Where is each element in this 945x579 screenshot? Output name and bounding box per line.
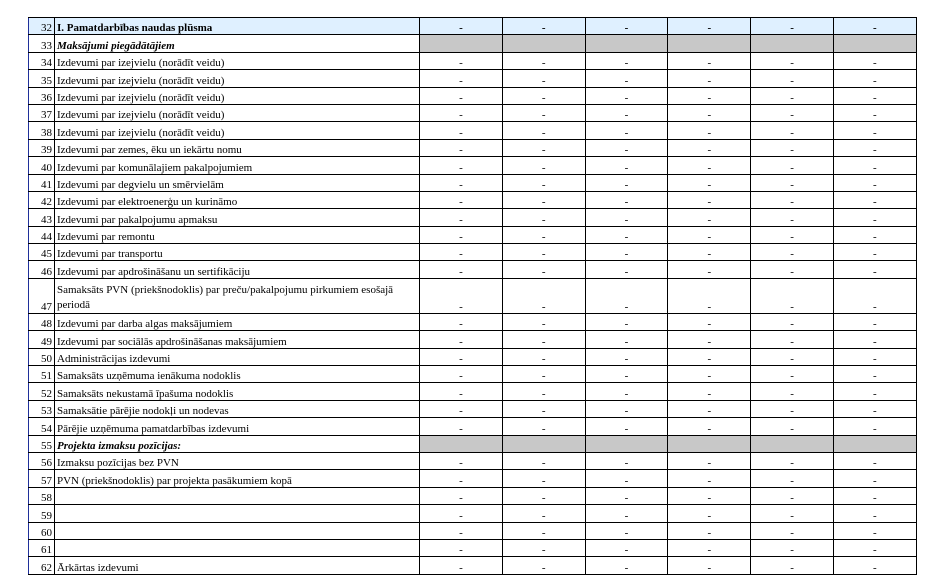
value-cell[interactable]: - [420,87,503,104]
row-number[interactable]: 34 [29,52,55,69]
value-cell[interactable]: - [668,139,751,156]
value-cell[interactable]: - [668,487,751,504]
value-cell[interactable]: - [751,505,834,522]
value-cell[interactable]: - [502,400,585,417]
value-cell[interactable]: - [833,487,916,504]
row-label-cell[interactable]: Izdevumi par izejvielu (norādīt veidu) [55,104,420,121]
value-cell[interactable]: - [585,139,668,156]
value-cell[interactable]: - [751,52,834,69]
value-cell[interactable]: - [668,505,751,522]
table-row [29,400,917,417]
value-cell[interactable]: - [502,18,585,35]
value-cell[interactable]: - [420,278,503,313]
value-cell[interactable]: - [420,174,503,191]
value-cell[interactable]: - [751,366,834,383]
value-cell[interactable] [751,435,834,452]
value-cell[interactable]: - [751,278,834,313]
row-label-cell[interactable]: Izdevumi par degvielu un smērvielām [55,174,420,191]
value-cell[interactable]: - [833,400,916,417]
table-row [29,366,917,383]
value-cell[interactable]: - [833,557,916,574]
row-number[interactable]: 39 [29,139,55,156]
table-row [29,157,917,174]
value-cell[interactable]: - [502,470,585,487]
row-number[interactable]: 48 [29,313,55,330]
table-row [29,87,917,104]
value-cell[interactable]: - [585,313,668,330]
value-cell[interactable]: - [585,505,668,522]
value-cell[interactable]: - [751,18,834,35]
value-cell[interactable]: - [502,313,585,330]
value-cell[interactable]: - [585,557,668,574]
value-cell[interactable]: - [420,122,503,139]
table-row [29,226,917,243]
table-row [29,505,917,522]
value-cell[interactable]: - [585,400,668,417]
value-cell[interactable]: - [585,104,668,121]
value-cell[interactable]: - [420,487,503,504]
value-cell[interactable]: - [420,348,503,365]
row-label-cell[interactable]: Izdevumi par apdrošināšanu un sertifikāciju [55,261,420,278]
row-label-cell[interactable]: Izdevumi par elektroenerģu un kurināmo [55,191,420,208]
value-cell[interactable]: - [833,87,916,104]
value-cell[interactable]: - [585,174,668,191]
row-label-cell[interactable]: Izmaksu pozīcijas bez PVN [55,452,420,469]
value-cell[interactable]: - [585,226,668,243]
value-cell[interactable]: - [502,452,585,469]
table-row [29,331,917,348]
value-cell[interactable] [502,35,585,52]
value-cell[interactable]: - [585,70,668,87]
row-label-cell[interactable]: Izdevumi par transportu [55,244,420,261]
row-number[interactable]: 60 [29,522,55,539]
value-cell[interactable]: - [833,226,916,243]
value-cell[interactable]: - [420,244,503,261]
value-cell[interactable]: - [751,383,834,400]
value-cell[interactable]: - [585,418,668,435]
value-cell[interactable]: - [751,331,834,348]
row-label-cell[interactable]: Izdevumi par izejvielu (norādīt veidu) [55,122,420,139]
value-cell[interactable]: - [420,52,503,69]
row-label-cell[interactable] [55,522,420,539]
value-cell[interactable]: - [751,487,834,504]
row-number[interactable]: 57 [29,470,55,487]
table-row [29,522,917,539]
table-row [29,487,917,504]
row-label-cell[interactable]: Izdevumi par darba algas maksājumiem [55,313,420,330]
value-cell[interactable]: - [833,366,916,383]
value-cell[interactable]: - [668,470,751,487]
value-cell[interactable]: - [751,261,834,278]
row-number[interactable]: 53 [29,400,55,417]
value-cell[interactable]: - [833,522,916,539]
table-row [29,452,917,469]
value-cell[interactable]: - [833,313,916,330]
value-cell[interactable]: - [833,244,916,261]
value-cell[interactable]: - [585,191,668,208]
value-cell[interactable]: - [833,418,916,435]
row-number[interactable]: 45 [29,244,55,261]
row-number[interactable]: 40 [29,157,55,174]
value-cell[interactable]: - [420,470,503,487]
value-cell[interactable]: - [668,226,751,243]
row-label-cell[interactable]: Maksājumi piegādātājiem [55,35,420,52]
row-label-cell[interactable] [55,487,420,504]
value-cell[interactable]: - [751,191,834,208]
value-cell[interactable]: - [751,70,834,87]
table-row [29,209,917,226]
value-cell[interactable]: - [668,70,751,87]
value-cell[interactable]: - [420,452,503,469]
value-cell[interactable]: - [585,261,668,278]
value-cell[interactable]: - [420,209,503,226]
value-cell[interactable] [585,435,668,452]
table-row [29,122,917,139]
value-cell[interactable]: - [420,157,503,174]
value-cell[interactable]: - [502,70,585,87]
row-label-cell[interactable]: Izdevumi par izejvielu (norādīt veidu) [55,52,420,69]
table-row [29,191,917,208]
value-cell[interactable] [751,35,834,52]
value-cell[interactable]: - [585,487,668,504]
table-row [29,70,917,87]
row-number[interactable]: 49 [29,331,55,348]
value-cell[interactable]: - [833,174,916,191]
value-cell[interactable]: - [833,139,916,156]
value-cell[interactable]: - [668,522,751,539]
row-number[interactable]: 58 [29,487,55,504]
value-cell[interactable]: - [585,522,668,539]
value-cell[interactable]: - [833,122,916,139]
value-cell[interactable] [833,35,916,52]
row-label-cell[interactable]: Samaksāts uzņēmuma ienākuma nodoklis [55,366,420,383]
value-cell[interactable]: - [668,418,751,435]
table-row [29,278,917,313]
table-body [29,18,917,575]
value-cell[interactable]: - [420,104,503,121]
row-label-cell[interactable]: Izdevumi par pakalpojumu apmaksu [55,209,420,226]
table-row [29,261,917,278]
row-number[interactable]: 44 [29,226,55,243]
value-cell[interactable]: - [751,87,834,104]
value-cell[interactable]: - [585,539,668,556]
row-label-cell[interactable]: Izdevumi par izejvielu (norādīt veidu) [55,70,420,87]
value-cell[interactable]: - [502,383,585,400]
table-row [29,539,917,556]
value-cell[interactable]: - [502,331,585,348]
value-cell[interactable]: - [668,400,751,417]
row-number[interactable]: 51 [29,366,55,383]
table-row [29,348,917,365]
value-cell[interactable]: - [420,331,503,348]
table-row [29,35,917,52]
row-label-cell[interactable]: Izdevumi par zemes, ēku un iekārtu nomu [55,139,420,156]
row-label-cell[interactable]: Izdevumi par izejvielu (norādīt veidu) [55,87,420,104]
row-number[interactable]: 32 [29,18,55,35]
value-cell[interactable]: - [420,70,503,87]
value-cell[interactable]: - [585,452,668,469]
value-cell[interactable]: - [585,331,668,348]
row-label-cell[interactable]: Izdevumi par remontu [55,226,420,243]
value-cell[interactable] [833,435,916,452]
row-number[interactable]: 47 [29,278,55,313]
value-cell[interactable] [668,435,751,452]
row-number[interactable]: 37 [29,104,55,121]
value-cell[interactable]: - [751,348,834,365]
row-label-cell[interactable]: Samaksāts PVN (priekšnodoklis) par preču/pakalpojumu pirkumiem esošajā periodā [55,278,420,313]
value-cell[interactable]: - [420,366,503,383]
table-row [29,470,917,487]
value-cell[interactable]: - [585,157,668,174]
value-cell[interactable]: - [420,505,503,522]
row-number[interactable]: 52 [29,383,55,400]
row-number[interactable]: 33 [29,35,55,52]
row-label-cell[interactable]: Projekta izmaksu pozīcijas: [55,435,420,452]
row-number[interactable]: 46 [29,261,55,278]
value-cell[interactable]: - [751,226,834,243]
value-cell[interactable]: - [585,383,668,400]
value-cell[interactable]: - [668,52,751,69]
table-row [29,435,917,452]
value-cell[interactable]: - [420,18,503,35]
value-cell[interactable]: - [668,331,751,348]
table-row [29,139,917,156]
value-cell[interactable]: - [833,278,916,313]
value-cell[interactable]: - [502,104,585,121]
value-cell[interactable]: - [502,366,585,383]
row-label-cell[interactable]: I. Pamatdarbības naudas plūsma [55,18,420,35]
row-label-cell[interactable]: PVN (priekšnodoklis) par projekta pasākumiem kopā [55,470,420,487]
value-cell[interactable]: - [668,122,751,139]
value-cell[interactable]: - [751,470,834,487]
row-label-cell[interactable]: Ārkārtas izdevumi [55,557,420,574]
value-cell[interactable]: - [833,209,916,226]
value-cell[interactable] [668,35,751,52]
row-label-cell[interactable]: Izdevumi par sociālās apdrošināšanas maksājumiem [55,331,420,348]
value-cell[interactable]: - [668,452,751,469]
value-cell[interactable]: - [833,18,916,35]
value-cell[interactable]: - [420,383,503,400]
value-cell[interactable]: - [502,505,585,522]
cash-flow-table [28,17,917,575]
value-cell[interactable]: - [502,348,585,365]
value-cell[interactable]: - [668,191,751,208]
value-cell[interactable]: - [833,539,916,556]
value-cell[interactable] [420,435,503,452]
value-cell[interactable]: - [502,278,585,313]
value-cell[interactable]: - [668,383,751,400]
value-cell[interactable]: - [668,313,751,330]
value-cell[interactable]: - [751,557,834,574]
row-number[interactable]: 62 [29,557,55,574]
value-cell[interactable]: - [668,261,751,278]
value-cell[interactable]: - [502,122,585,139]
table-row [29,174,917,191]
value-cell[interactable]: - [502,418,585,435]
value-cell[interactable]: - [668,366,751,383]
table-row [29,104,917,121]
value-cell[interactable]: - [502,87,585,104]
value-cell[interactable]: - [668,557,751,574]
value-cell[interactable]: - [502,191,585,208]
row-number[interactable]: 36 [29,87,55,104]
row-number[interactable]: 55 [29,435,55,452]
value-cell[interactable]: - [668,244,751,261]
value-cell[interactable]: - [833,261,916,278]
value-cell[interactable]: - [585,366,668,383]
value-cell[interactable]: - [668,87,751,104]
table-row [29,418,917,435]
value-cell[interactable]: - [420,313,503,330]
value-cell[interactable] [420,35,503,52]
value-cell[interactable]: - [833,383,916,400]
table-row [29,52,917,69]
value-cell[interactable]: - [668,278,751,313]
value-cell[interactable]: - [751,139,834,156]
value-cell[interactable]: - [833,70,916,87]
row-number[interactable]: 41 [29,174,55,191]
value-cell[interactable]: - [585,209,668,226]
value-cell[interactable]: - [833,331,916,348]
table-row [29,383,917,400]
value-cell[interactable]: - [502,226,585,243]
value-cell[interactable]: - [751,400,834,417]
value-cell[interactable]: - [668,174,751,191]
value-cell[interactable]: - [751,418,834,435]
value-cell[interactable]: - [668,209,751,226]
row-label-cell[interactable]: Izdevumi par komunālajiem pakalpojumiem [55,157,420,174]
table-row [29,313,917,330]
row-label-cell[interactable] [55,505,420,522]
table-row [29,557,917,574]
value-cell[interactable]: - [668,539,751,556]
value-cell[interactable]: - [420,261,503,278]
value-cell[interactable]: - [668,348,751,365]
value-cell[interactable]: - [668,157,751,174]
value-cell[interactable]: - [420,139,503,156]
row-number[interactable]: 35 [29,70,55,87]
row-number[interactable]: 59 [29,505,55,522]
value-cell[interactable]: - [585,52,668,69]
value-cell[interactable]: - [833,104,916,121]
value-cell[interactable]: - [502,157,585,174]
row-label-cell[interactable]: Samaksāts nekustamā īpašuma nodoklis [55,383,420,400]
value-cell[interactable]: - [420,400,503,417]
table-row [29,244,917,261]
value-cell[interactable]: - [585,122,668,139]
value-cell[interactable]: - [751,157,834,174]
value-cell[interactable]: - [502,139,585,156]
value-cell[interactable]: - [833,505,916,522]
row-number[interactable]: 54 [29,418,55,435]
value-cell[interactable]: - [502,539,585,556]
value-cell[interactable]: - [585,18,668,35]
row-number[interactable]: 61 [29,539,55,556]
value-cell[interactable]: - [668,104,751,121]
value-cell[interactable]: - [502,487,585,504]
value-cell[interactable]: - [751,174,834,191]
row-number[interactable]: 50 [29,348,55,365]
value-cell[interactable]: - [502,52,585,69]
value-cell[interactable]: - [751,452,834,469]
value-cell[interactable]: - [420,226,503,243]
value-cell[interactable]: - [585,278,668,313]
value-cell[interactable]: - [751,522,834,539]
row-number[interactable]: 43 [29,209,55,226]
value-cell[interactable]: - [585,87,668,104]
value-cell[interactable]: - [833,157,916,174]
value-cell[interactable]: - [833,470,916,487]
value-cell[interactable]: - [833,52,916,69]
value-cell[interactable]: - [668,18,751,35]
row-number[interactable]: 56 [29,452,55,469]
value-cell[interactable]: - [502,557,585,574]
row-label-cell[interactable]: Administrācijas izdevumi [55,348,420,365]
value-cell[interactable]: - [502,261,585,278]
value-cell[interactable]: - [751,539,834,556]
value-cell[interactable]: - [502,209,585,226]
value-cell[interactable]: - [420,418,503,435]
row-label-cell[interactable]: Samaksātie pārējie nodokļi un nodevas [55,400,420,417]
value-cell[interactable]: - [833,452,916,469]
value-cell[interactable]: - [420,522,503,539]
value-cell[interactable] [502,435,585,452]
value-cell[interactable]: - [751,122,834,139]
value-cell[interactable]: - [502,522,585,539]
value-cell[interactable]: - [751,104,834,121]
value-cell[interactable]: - [502,174,585,191]
table-row [29,18,917,35]
value-cell[interactable] [585,35,668,52]
value-cell[interactable]: - [751,244,834,261]
row-number[interactable]: 38 [29,122,55,139]
value-cell[interactable]: - [420,557,503,574]
value-cell[interactable]: - [751,313,834,330]
value-cell[interactable]: - [585,348,668,365]
row-label-cell[interactable] [55,539,420,556]
row-label-cell[interactable]: Pārējie uzņēmuma pamatdarbības izdevumi [55,418,420,435]
value-cell[interactable]: - [420,539,503,556]
value-cell[interactable]: - [751,209,834,226]
value-cell[interactable]: - [585,470,668,487]
value-cell[interactable]: - [502,244,585,261]
value-cell[interactable]: - [833,348,916,365]
value-cell[interactable]: - [420,191,503,208]
value-cell[interactable]: - [833,191,916,208]
value-cell[interactable]: - [585,244,668,261]
row-number[interactable]: 42 [29,191,55,208]
